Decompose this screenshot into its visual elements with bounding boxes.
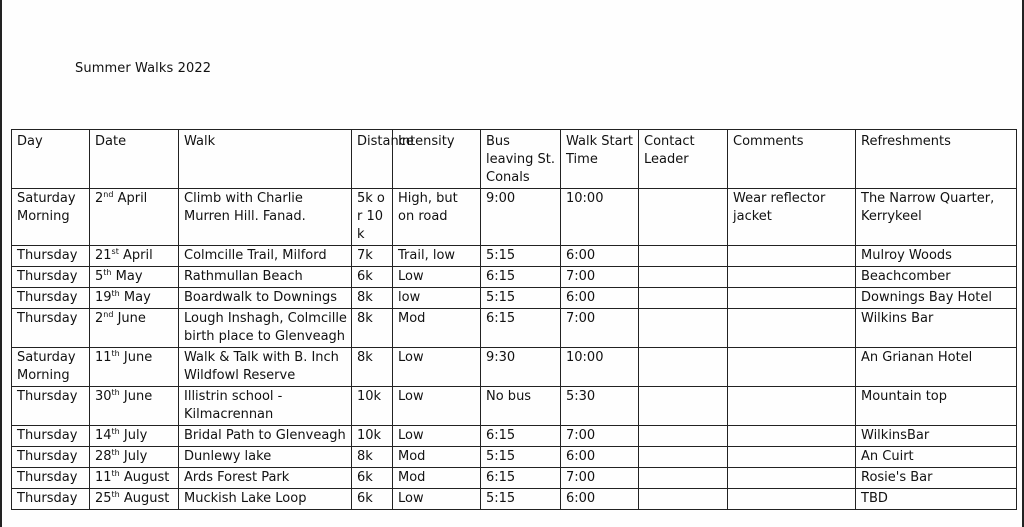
cell-refreshments: Wilkins Bar	[856, 309, 1017, 348]
date-month: June	[123, 350, 153, 365]
cell-start-time: 7:00	[561, 309, 639, 348]
cell-walk: Walk & Talk with B. Inch Wildfowl Reserve	[179, 348, 352, 387]
cell-bus: 9:30	[481, 348, 561, 387]
cell-day: Thursday	[12, 447, 90, 468]
cell-comments	[728, 489, 856, 510]
cell-date	[90, 189, 179, 246]
cell-distance: 8k	[352, 288, 393, 309]
cell-bus: No bus	[481, 387, 561, 426]
date-ordinal-suffix: nd	[103, 190, 114, 199]
cell-comments	[728, 348, 856, 387]
header-refreshments: Refreshments	[856, 130, 1017, 189]
table-row	[12, 267, 1017, 288]
cell-distance: 10k	[352, 426, 393, 447]
cell-start-time: 10:00	[561, 189, 639, 246]
cell-contact-leader	[639, 267, 728, 288]
cell-date	[90, 489, 179, 510]
cell-start-time: 7:00	[561, 468, 639, 489]
table-row	[12, 288, 1017, 309]
cell-day: Thursday	[12, 468, 90, 489]
cell-refreshments: Mulroy Woods	[856, 246, 1017, 267]
cell-bus: 6:15	[481, 267, 561, 288]
cell-intensity: Low	[393, 489, 481, 510]
date-day-number: 30	[95, 389, 112, 404]
table-row	[12, 489, 1017, 510]
date-month: May	[123, 290, 151, 305]
cell-refreshments: An Grianan Hotel	[856, 348, 1017, 387]
cell-intensity: Trail, low	[393, 246, 481, 267]
cell-start-time: 6:00	[561, 246, 639, 267]
table-row	[12, 387, 1017, 426]
cell-refreshments: WilkinsBar	[856, 426, 1017, 447]
cell-intensity: Low	[393, 426, 481, 447]
cell-walk: Ards Forest Park	[179, 468, 352, 489]
cell-contact-leader	[639, 489, 728, 510]
cell-bus: 5:15	[481, 246, 561, 267]
cell-distance: 6k	[352, 489, 393, 510]
date-day-number: 2	[95, 191, 104, 206]
table-row	[12, 447, 1017, 468]
cell-start-time: 10:00	[561, 348, 639, 387]
cell-walk: Muckish Lake Loop	[179, 489, 352, 510]
cell-start-time: 5:30	[561, 387, 639, 426]
header-bus: Bus leaving St. Conals	[481, 130, 561, 189]
cell-bus: 6:15	[481, 309, 561, 348]
header-comments: Comments	[728, 130, 856, 189]
cell-date	[90, 387, 179, 426]
date-ordinal-suffix: th	[111, 427, 120, 436]
cell-date	[90, 468, 179, 489]
cell-bus: 5:15	[481, 288, 561, 309]
cell-walk: Boardwalk to Downings	[179, 288, 352, 309]
date-day-number: 28	[95, 449, 112, 464]
cell-date	[90, 309, 179, 348]
cell-comments	[728, 447, 856, 468]
cell-walk: Dunlewy lake	[179, 447, 352, 468]
cell-contact-leader	[639, 189, 728, 246]
page-edge-left	[0, 0, 2, 527]
date-month: April	[123, 248, 153, 263]
cell-date	[90, 348, 179, 387]
cell-bus: 9:00	[481, 189, 561, 246]
date-month: July	[123, 428, 148, 443]
date-day-number: 25	[95, 491, 112, 506]
cell-contact-leader	[639, 468, 728, 489]
cell-start-time: 7:00	[561, 267, 639, 288]
walks-table	[11, 129, 1017, 510]
cell-walk: Illistrin school - Kilmacrennan	[179, 387, 352, 426]
date-ordinal-suffix: th	[111, 349, 120, 358]
cell-intensity: High, but on road	[393, 189, 481, 246]
cell-date	[90, 246, 179, 267]
date-month: August	[123, 491, 170, 506]
cell-contact-leader	[639, 426, 728, 447]
header-contact-leader: Contact Leader	[639, 130, 728, 189]
cell-day: Saturday Morning	[12, 348, 90, 387]
cell-comments	[728, 309, 856, 348]
date-month: July	[123, 449, 148, 464]
document-title: Summer Walks 2022	[75, 61, 212, 76]
cell-intensity: Low	[393, 348, 481, 387]
table-row	[12, 246, 1017, 267]
cell-comments	[728, 468, 856, 489]
cell-date	[90, 288, 179, 309]
cell-comments	[728, 246, 856, 267]
cell-start-time: 7:00	[561, 426, 639, 447]
cell-contact-leader	[639, 387, 728, 426]
cell-day: Thursday	[12, 309, 90, 348]
date-day-number: 14	[95, 428, 112, 443]
cell-comments	[728, 267, 856, 288]
table-header-row	[12, 130, 1017, 189]
cell-bus: 6:15	[481, 426, 561, 447]
cell-refreshments: Mountain top	[856, 387, 1017, 426]
cell-day: Thursday	[12, 246, 90, 267]
cell-distance: 8k	[352, 348, 393, 387]
cell-comments	[728, 426, 856, 447]
header-distance: Distance	[352, 130, 393, 189]
cell-start-time: 6:00	[561, 288, 639, 309]
cell-refreshments: An Cuirt	[856, 447, 1017, 468]
cell-contact-leader	[639, 246, 728, 267]
cell-walk: Climb with Charlie Murren Hill. Fanad.	[179, 189, 352, 246]
cell-intensity: low	[393, 288, 481, 309]
date-day-number: 2	[95, 311, 104, 326]
cell-refreshments: TBD	[856, 489, 1017, 510]
cell-refreshments: Beachcomber	[856, 267, 1017, 288]
cell-intensity: Mod	[393, 309, 481, 348]
table-row	[12, 426, 1017, 447]
cell-refreshments: Rosie's Bar	[856, 468, 1017, 489]
cell-walk: Bridal Path to Glenveagh	[179, 426, 352, 447]
date-month: April	[117, 191, 148, 206]
cell-contact-leader	[639, 309, 728, 348]
cell-comments	[728, 288, 856, 309]
header-date: Date	[90, 130, 179, 189]
cell-distance: 7k	[352, 246, 393, 267]
cell-day: Thursday	[12, 489, 90, 510]
cell-distance: 10k	[352, 387, 393, 426]
table-row	[12, 189, 1017, 246]
header-walk: Walk	[179, 130, 352, 189]
cell-distance: 6k	[352, 468, 393, 489]
cell-refreshments: The Narrow Quarter, Kerrykeel	[856, 189, 1017, 246]
cell-comments	[728, 387, 856, 426]
cell-day: Saturday Morning	[12, 189, 90, 246]
date-month: August	[123, 470, 170, 485]
date-ordinal-suffix: th	[111, 289, 120, 298]
cell-contact-leader	[639, 447, 728, 468]
cell-refreshments: Downings Bay Hotel	[856, 288, 1017, 309]
header-day: Day	[12, 130, 90, 189]
table-row	[12, 348, 1017, 387]
cell-walk: Rathmullan Beach	[179, 267, 352, 288]
date-ordinal-suffix: th	[111, 490, 120, 499]
cell-date	[90, 426, 179, 447]
cell-bus: 6:15	[481, 468, 561, 489]
cell-start-time: 6:00	[561, 489, 639, 510]
header-intensity: Intensity	[393, 130, 481, 189]
cell-intensity: Mod	[393, 468, 481, 489]
date-ordinal-suffix: th	[111, 388, 120, 397]
date-month: May	[115, 269, 143, 284]
cell-date	[90, 447, 179, 468]
date-month: June	[123, 389, 153, 404]
cell-start-time: 6:00	[561, 447, 639, 468]
cell-distance: 6k	[352, 267, 393, 288]
cell-date	[90, 267, 179, 288]
cell-walk: Colmcille Trail, Milford	[179, 246, 352, 267]
cell-distance: 8k	[352, 309, 393, 348]
cell-day: Thursday	[12, 387, 90, 426]
cell-distance: 5k or 10k	[352, 189, 393, 246]
date-ordinal-suffix: st	[111, 247, 119, 256]
cell-intensity: Mod	[393, 447, 481, 468]
cell-comments: Wear reflector jacket	[728, 189, 856, 246]
cell-contact-leader	[639, 348, 728, 387]
date-day-number: 5	[95, 269, 104, 284]
cell-day: Thursday	[12, 288, 90, 309]
cell-bus: 5:15	[481, 489, 561, 510]
date-month: June	[117, 311, 146, 326]
cell-day: Thursday	[12, 267, 90, 288]
date-ordinal-suffix: th	[111, 448, 120, 457]
cell-distance: 8k	[352, 447, 393, 468]
date-ordinal-suffix: th	[111, 469, 120, 478]
cell-intensity: Low	[393, 267, 481, 288]
date-day-number: 11	[95, 470, 112, 485]
date-ordinal-suffix: nd	[103, 310, 114, 319]
cell-day: Thursday	[12, 426, 90, 447]
table-row	[12, 468, 1017, 489]
cell-walk: Lough Inshagh, Colmcille birth place to Glenveagh	[179, 309, 352, 348]
header-start-time: Walk Start Time	[561, 130, 639, 189]
cell-contact-leader	[639, 288, 728, 309]
cell-bus: 5:15	[481, 447, 561, 468]
date-day-number: 19	[95, 290, 112, 305]
cell-intensity: Low	[393, 387, 481, 426]
date-day-number: 11	[95, 350, 112, 365]
date-day-number: 21	[95, 248, 112, 263]
table-row	[12, 309, 1017, 348]
date-ordinal-suffix: th	[103, 268, 112, 277]
